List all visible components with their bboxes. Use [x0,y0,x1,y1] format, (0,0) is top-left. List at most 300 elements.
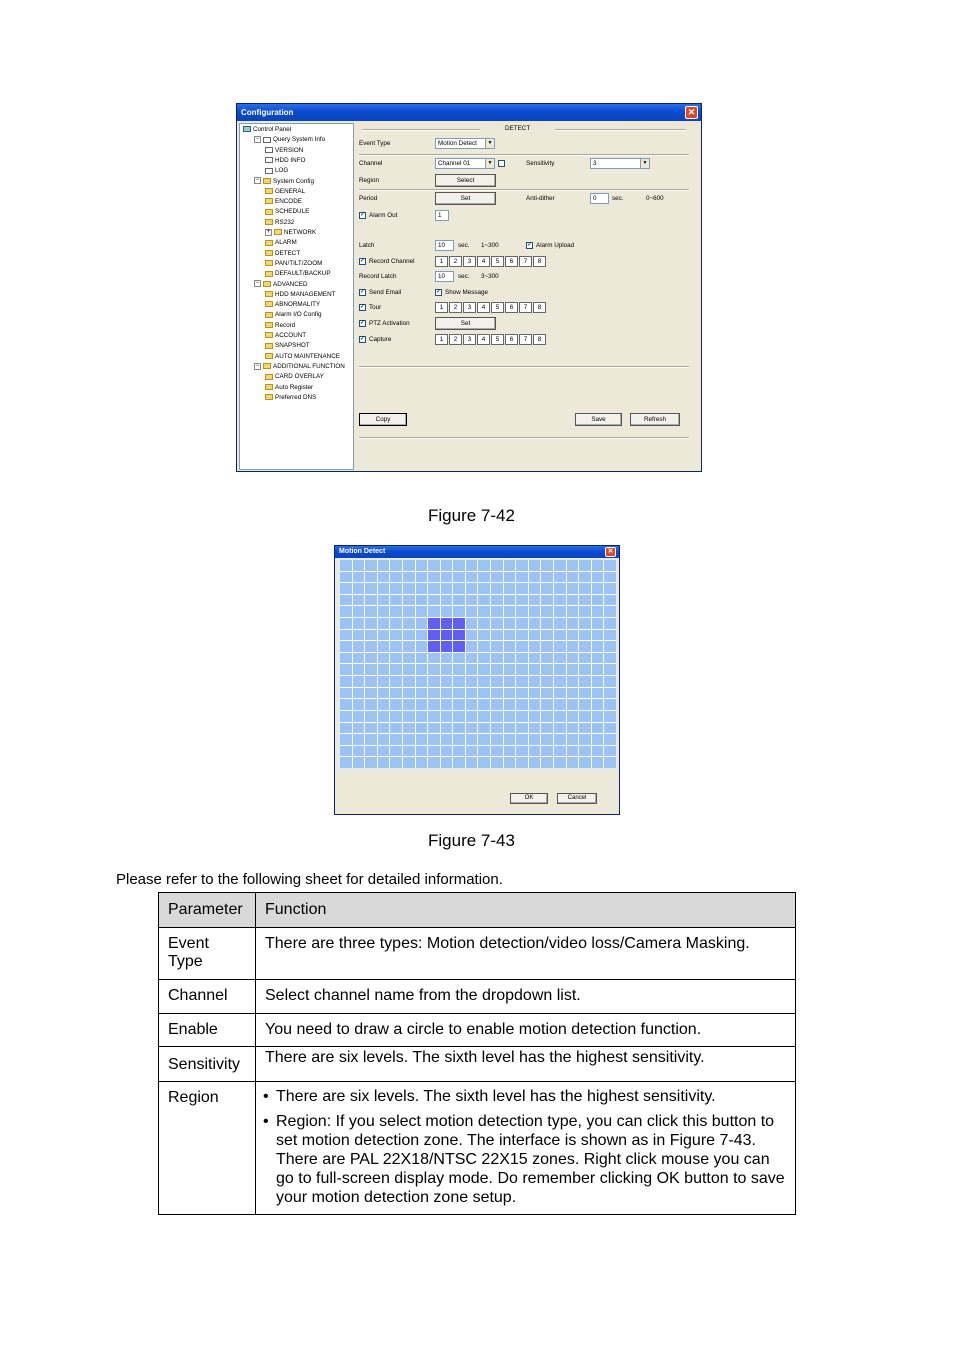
zone-cell[interactable] [504,572,516,583]
zone-cell[interactable] [478,583,490,594]
zone-cell[interactable] [390,676,402,687]
zone-cell[interactable] [554,572,566,583]
zone-cell[interactable] [579,676,591,687]
zone-cell[interactable] [428,676,440,687]
tree-item[interactable] [265,341,310,351]
zone-cell[interactable] [466,757,478,768]
zone-cell[interactable] [403,595,415,606]
zone-cell[interactable] [516,595,528,606]
zone-cell[interactable] [466,606,478,617]
channel-button-5[interactable]: 5 [491,334,504,345]
zone-cell[interactable] [478,746,490,757]
zone-cell[interactable] [579,699,591,710]
zone-cell[interactable] [403,630,415,641]
zone-cell[interactable] [378,746,390,757]
zone-cell[interactable] [365,746,377,757]
tree-item[interactable] [265,249,300,259]
channel-button-1[interactable]: 1 [435,334,448,345]
zone-cell[interactable] [592,630,604,641]
zone-cell[interactable] [365,711,377,722]
zone-cell[interactable] [378,699,390,710]
zone-cell[interactable] [554,560,566,571]
zone-cell[interactable] [390,583,402,594]
capture-checkbox[interactable]: ✓ [360,335,366,342]
zone-cell[interactable] [390,653,402,664]
zone-cell[interactable] [541,723,553,734]
zone-cell[interactable] [453,688,465,699]
zone-cell[interactable] [340,734,352,745]
zone-cell[interactable] [541,711,553,722]
zone-cell[interactable] [390,572,402,583]
zone-cell[interactable] [453,572,465,583]
zone-cell[interactable] [453,583,465,594]
zone-cell[interactable] [491,664,503,675]
zone-cell[interactable] [441,699,453,710]
zone-cell[interactable] [604,711,616,722]
zone-cell[interactable] [441,572,453,583]
zone-cell[interactable] [353,699,365,710]
zone-cell[interactable] [554,606,566,617]
zone-cell[interactable] [592,688,604,699]
zone-cell[interactable] [478,641,490,652]
zone-cell[interactable] [390,757,402,768]
zone-cell[interactable] [403,746,415,757]
tree-item[interactable] [265,228,316,238]
ptz-set-button[interactable]: Set [435,317,496,330]
zone-cell[interactable] [365,664,377,675]
zone-cell[interactable] [567,583,579,594]
tree-item[interactable] [265,146,303,156]
zone-cell[interactable] [541,746,553,757]
zone-cell[interactable] [478,688,490,699]
zone-cell[interactable] [390,664,402,675]
zone-cell[interactable] [453,723,465,734]
zone-cell[interactable] [390,723,402,734]
record-channel-checkbox[interactable]: ✓ [360,257,366,264]
zone-cell[interactable] [340,583,352,594]
zone-cell[interactable] [592,723,604,734]
zone-cell[interactable] [529,653,541,664]
zone-cell[interactable] [466,630,478,641]
zone-cell[interactable] [541,595,553,606]
zone-cell[interactable] [592,676,604,687]
zone-cell-selected[interactable] [453,630,465,641]
refresh-button[interactable]: Refresh [630,413,680,426]
zone-cell[interactable] [554,688,566,699]
zone-cell[interactable] [466,688,478,699]
channel-button-5[interactable]: 5 [491,256,504,267]
zone-cell[interactable] [579,688,591,699]
channel-button-3[interactable]: 3 [463,256,476,267]
zone-cell[interactable] [541,688,553,699]
zone-cell[interactable] [378,560,390,571]
zone-cell[interactable] [403,653,415,664]
zone-cell[interactable] [516,676,528,687]
zone-cell[interactable] [604,641,616,652]
zone-cell[interactable] [390,618,402,629]
zone-cell[interactable] [567,711,579,722]
zone-cell[interactable] [441,595,453,606]
channel-button-1[interactable]: 1 [435,302,448,313]
zone-cell[interactable] [567,734,579,745]
zone-cell[interactable] [529,734,541,745]
zone-cell[interactable] [466,641,478,652]
zone-cell[interactable] [529,688,541,699]
zone-cell[interactable] [340,560,352,571]
zone-cell[interactable] [516,711,528,722]
zone-cell[interactable] [453,653,465,664]
zone-cell[interactable] [554,699,566,710]
zone-cell[interactable] [441,734,453,745]
zone-cell[interactable] [378,757,390,768]
zone-cell[interactable] [592,618,604,629]
zone-cell[interactable] [579,734,591,745]
zone-cell[interactable] [504,723,516,734]
zone-cell[interactable] [340,653,352,664]
zone-cell[interactable] [466,711,478,722]
zone-cell[interactable] [378,676,390,687]
zone-cell[interactable] [579,711,591,722]
zone-cell[interactable] [592,653,604,664]
zone-cell[interactable] [592,711,604,722]
zone-cell[interactable] [516,688,528,699]
zone-cell[interactable] [403,641,415,652]
tree-item[interactable] [265,383,313,393]
zone-cell[interactable] [353,723,365,734]
zone-cell[interactable] [491,618,503,629]
zone-cell[interactable] [604,664,616,675]
tree-item[interactable] [265,269,331,279]
tree-item[interactable] [265,290,336,300]
tree-item[interactable] [265,372,324,382]
zone-cell[interactable] [541,618,553,629]
zone-cell[interactable] [504,711,516,722]
tree-item[interactable] [265,352,340,362]
zone-cell[interactable] [579,653,591,664]
channel-button-4[interactable]: 4 [477,302,490,313]
zone-cell[interactable] [478,723,490,734]
zone-cell[interactable] [390,630,402,641]
channel-button-4[interactable]: 4 [477,334,490,345]
zone-cell[interactable] [428,688,440,699]
channel-button-8[interactable]: 8 [533,302,546,313]
zone-cell[interactable] [466,664,478,675]
zone-cell[interactable] [554,723,566,734]
zone-cell[interactable] [541,572,553,583]
zone-cell[interactable] [592,583,604,594]
tree-item[interactable] [265,218,294,228]
zone-cell[interactable] [491,560,503,571]
zone-cell[interactable] [453,676,465,687]
zone-cell[interactable] [378,711,390,722]
zone-cell[interactable] [491,757,503,768]
tree-item[interactable] [243,125,291,135]
zone-cell[interactable] [416,734,428,745]
tree-item[interactable] [265,166,288,176]
zone-cell[interactable] [365,630,377,641]
zone-cell[interactable] [365,560,377,571]
zone-cell[interactable] [491,583,503,594]
zone-cell[interactable] [504,688,516,699]
zone-cell[interactable] [567,572,579,583]
save-button[interactable]: Save [575,413,622,426]
channel-button-5[interactable]: 5 [491,302,504,313]
zone-cell[interactable] [529,676,541,687]
close-icon[interactable]: ✕ [605,547,616,557]
channel-button-7[interactable]: 7 [519,256,532,267]
zone-cell[interactable] [428,757,440,768]
zone-cell[interactable] [579,664,591,675]
zone-cell[interactable] [554,757,566,768]
zone-cell[interactable] [453,746,465,757]
zone-cell[interactable] [554,583,566,594]
zone-cell[interactable] [529,572,541,583]
zone-cell[interactable] [478,572,490,583]
zone-cell[interactable] [516,641,528,652]
zone-cell[interactable] [478,699,490,710]
config-tree[interactable] [239,123,354,470]
zone-cell[interactable] [491,572,503,583]
zone-cell[interactable] [403,572,415,583]
zone-cell[interactable] [441,664,453,675]
zone-cell[interactable] [378,734,390,745]
zone-cell[interactable] [567,699,579,710]
latch-input[interactable]: 10 [435,240,454,251]
zone-cell[interactable] [441,757,453,768]
zone-cell[interactable] [416,723,428,734]
channel-button-8[interactable]: 8 [533,256,546,267]
zone-cell[interactable] [529,630,541,641]
zone-cell[interactable] [340,618,352,629]
zone-cell[interactable] [529,560,541,571]
zone-cell[interactable] [579,757,591,768]
zone-cell[interactable] [529,723,541,734]
zone-cell[interactable] [554,641,566,652]
zone-cell[interactable] [592,560,604,571]
zone-cell[interactable] [340,711,352,722]
zone-cell[interactable] [353,618,365,629]
zone-cell[interactable] [516,606,528,617]
zone-cell[interactable] [554,746,566,757]
zone-cell[interactable] [592,572,604,583]
zone-cell[interactable] [579,746,591,757]
zone-cell[interactable] [390,746,402,757]
zone-cell[interactable] [491,653,503,664]
channel-button-3[interactable]: 3 [463,334,476,345]
zone-cell[interactable] [491,734,503,745]
zone-cell[interactable] [491,711,503,722]
show-message-checkbox[interactable]: ✓ [436,288,442,295]
zone-cell[interactable] [340,595,352,606]
zone-cell[interactable] [516,560,528,571]
alarm-upload-checkbox[interactable]: ✓ [527,241,533,248]
zone-cell[interactable] [604,746,616,757]
zone-cell[interactable] [403,699,415,710]
zone-cell[interactable] [529,583,541,594]
zone-cell-selected[interactable] [441,641,453,652]
zone-cell[interactable] [428,723,440,734]
zone-cell[interactable] [604,699,616,710]
zone-cell[interactable] [604,560,616,571]
zone-cell[interactable] [453,734,465,745]
tree-item[interactable] [265,310,322,320]
channel-button-2[interactable]: 2 [449,256,462,267]
zone-cell[interactable] [567,606,579,617]
zone-cell[interactable] [416,641,428,652]
close-icon[interactable]: ✕ [685,106,698,119]
zone-cell[interactable] [478,653,490,664]
zone-cell[interactable] [541,641,553,652]
zone-cell[interactable] [567,653,579,664]
zone-cell[interactable] [604,618,616,629]
zone-cell[interactable] [365,583,377,594]
zone-cell[interactable] [529,664,541,675]
zone-cell[interactable] [529,606,541,617]
zone-cell[interactable] [554,630,566,641]
record-latch-input[interactable]: 10 [435,271,454,282]
zone-cell[interactable] [403,676,415,687]
zone-cell[interactable] [365,688,377,699]
zone-cell[interactable] [441,746,453,757]
zone-cell[interactable] [541,676,553,687]
zone-cell[interactable] [579,723,591,734]
zone-cell[interactable] [504,653,516,664]
zone-cell[interactable] [592,595,604,606]
zone-cell[interactable] [466,595,478,606]
zone-cell[interactable] [353,688,365,699]
zone-cell[interactable] [428,699,440,710]
zone-cell[interactable] [390,699,402,710]
zone-cell-selected[interactable] [428,618,440,629]
zone-cell[interactable] [353,641,365,652]
zone-cell[interactable] [504,630,516,641]
zone-cell[interactable] [604,630,616,641]
zone-cell[interactable] [541,653,553,664]
channel-button-8[interactable]: 8 [533,334,546,345]
zone-cell[interactable] [428,653,440,664]
zone-cell[interactable] [390,595,402,606]
zone-cell[interactable] [428,711,440,722]
zone-cell[interactable] [403,688,415,699]
zone-cell[interactable] [340,757,352,768]
zone-cell[interactable] [516,630,528,641]
zone-cell[interactable] [365,699,377,710]
zone-cell[interactable] [453,595,465,606]
zone-cell[interactable] [378,653,390,664]
zone-cell[interactable] [504,676,516,687]
zone-cell[interactable] [504,618,516,629]
zone-cell[interactable] [604,653,616,664]
sensitivity-select[interactable]: 3 ▼ [590,158,650,169]
zone-cell[interactable] [416,746,428,757]
zone-cell[interactable] [353,606,365,617]
zone-cell[interactable] [504,583,516,594]
zone-cell[interactable] [604,572,616,583]
zone-cell[interactable] [378,630,390,641]
zone-cell[interactable] [604,676,616,687]
zone-cell[interactable] [403,723,415,734]
zone-cell[interactable] [579,572,591,583]
zone-cell[interactable] [478,676,490,687]
zone-cell-selected[interactable] [453,618,465,629]
zone-cell[interactable] [340,606,352,617]
zone-cell[interactable] [529,595,541,606]
zone-cell[interactable] [529,757,541,768]
zone-cell[interactable] [554,711,566,722]
zone-cell[interactable] [416,630,428,641]
zone-cell[interactable] [466,676,478,687]
channel-button-4[interactable]: 4 [477,256,490,267]
channel-button-7[interactable]: 7 [519,302,532,313]
zone-cell[interactable] [504,641,516,652]
zone-cell[interactable] [529,699,541,710]
zone-cell[interactable] [504,757,516,768]
expand-toggle-icon[interactable]: − [255,362,260,369]
zone-cell[interactable] [604,606,616,617]
zone-cell[interactable] [453,664,465,675]
zone-cell[interactable] [416,595,428,606]
zone-cell[interactable] [428,606,440,617]
zone-cell[interactable] [340,572,352,583]
zone-cell[interactable] [592,746,604,757]
zone-cell[interactable] [441,606,453,617]
zone-cell[interactable] [491,688,503,699]
tree-item[interactable] [265,393,316,403]
zone-cell[interactable] [340,641,352,652]
zone-cell[interactable] [378,641,390,652]
zone-cell[interactable] [516,618,528,629]
zone-cell[interactable] [340,630,352,641]
zone-cell[interactable] [478,757,490,768]
zone-cell[interactable] [441,688,453,699]
zone-cell[interactable] [390,560,402,571]
zone-cell[interactable] [403,583,415,594]
zone-cell[interactable] [579,595,591,606]
zone-cell[interactable] [378,664,390,675]
zone-cell[interactable] [567,630,579,641]
zone-cell[interactable] [353,653,365,664]
enable-checkbox[interactable] [498,160,505,167]
zone-cell[interactable] [579,606,591,617]
zone-cell[interactable] [491,630,503,641]
zone-cell[interactable] [403,711,415,722]
tree-item[interactable] [265,300,320,310]
zone-cell[interactable] [453,711,465,722]
zone-cell[interactable] [516,757,528,768]
tree-item[interactable] [265,207,309,217]
zone-cell[interactable] [378,595,390,606]
zone-cell[interactable] [567,618,579,629]
zone-cell[interactable] [453,560,465,571]
zone-cell[interactable] [592,734,604,745]
zone-cell[interactable] [567,688,579,699]
zone-cell[interactable] [504,699,516,710]
channel-select[interactable]: Channel 01 ▼ [435,158,495,169]
zone-cell[interactable] [541,630,553,641]
zone-cell[interactable] [541,583,553,594]
zone-cell[interactable] [441,583,453,594]
zone-cell[interactable] [403,664,415,675]
zone-cell[interactable] [466,560,478,571]
zone-cell[interactable] [516,664,528,675]
zone-cell[interactable] [478,711,490,722]
zone-cell[interactable] [416,618,428,629]
zone-cell[interactable] [353,676,365,687]
zone-cell[interactable] [491,746,503,757]
zone-cell[interactable] [504,595,516,606]
zone-cell[interactable] [554,595,566,606]
expand-toggle-icon[interactable]: − [255,136,260,143]
